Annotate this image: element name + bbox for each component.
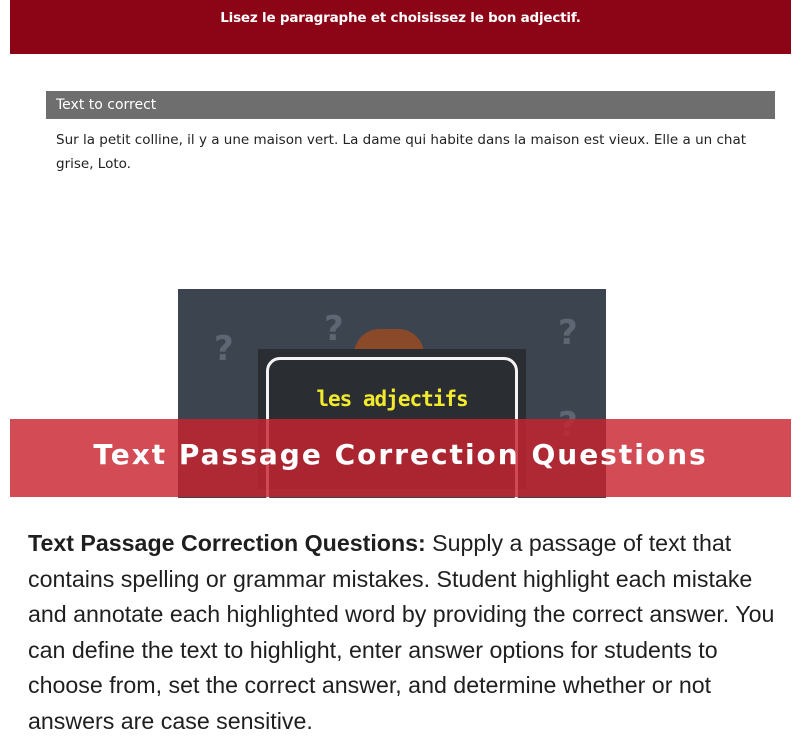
description-lead: Text Passage Correction Questions: — [28, 530, 426, 556]
instruction-text: Lisez le paragraphe et choisissez le bon adjectif. — [220, 10, 581, 26]
question-mark-icon: ? — [558, 313, 578, 353]
video-title: les adjectifs — [316, 387, 468, 411]
feature-title-banner — [10, 419, 791, 497]
question-mark-icon: ? — [324, 309, 344, 349]
banner-title: Text Passage Correction Questions — [93, 437, 708, 471]
text-panel-header: Text to correct — [46, 91, 775, 119]
feature-description — [28, 526, 778, 739]
question-mark-icon: ? — [214, 329, 234, 369]
description-body: Supply a passage of text that contains spelling or grammar mistakes. Student highlight each mistake and annotate each highlighted word by providing the correct answer. You can define the text to highlight, enter answer options for students to choose from, set the correct answer, and determine whether or not answers are case sensitive. — [28, 530, 775, 734]
instruction-header — [10, 0, 791, 54]
passage-text[interactable]: Sur la petit colline, il y a une maison vert. La dame qui habite dans la maison est vieux. Elle a un chat grise, Loto. — [56, 132, 747, 172]
text-to-correct-panel — [46, 91, 775, 176]
